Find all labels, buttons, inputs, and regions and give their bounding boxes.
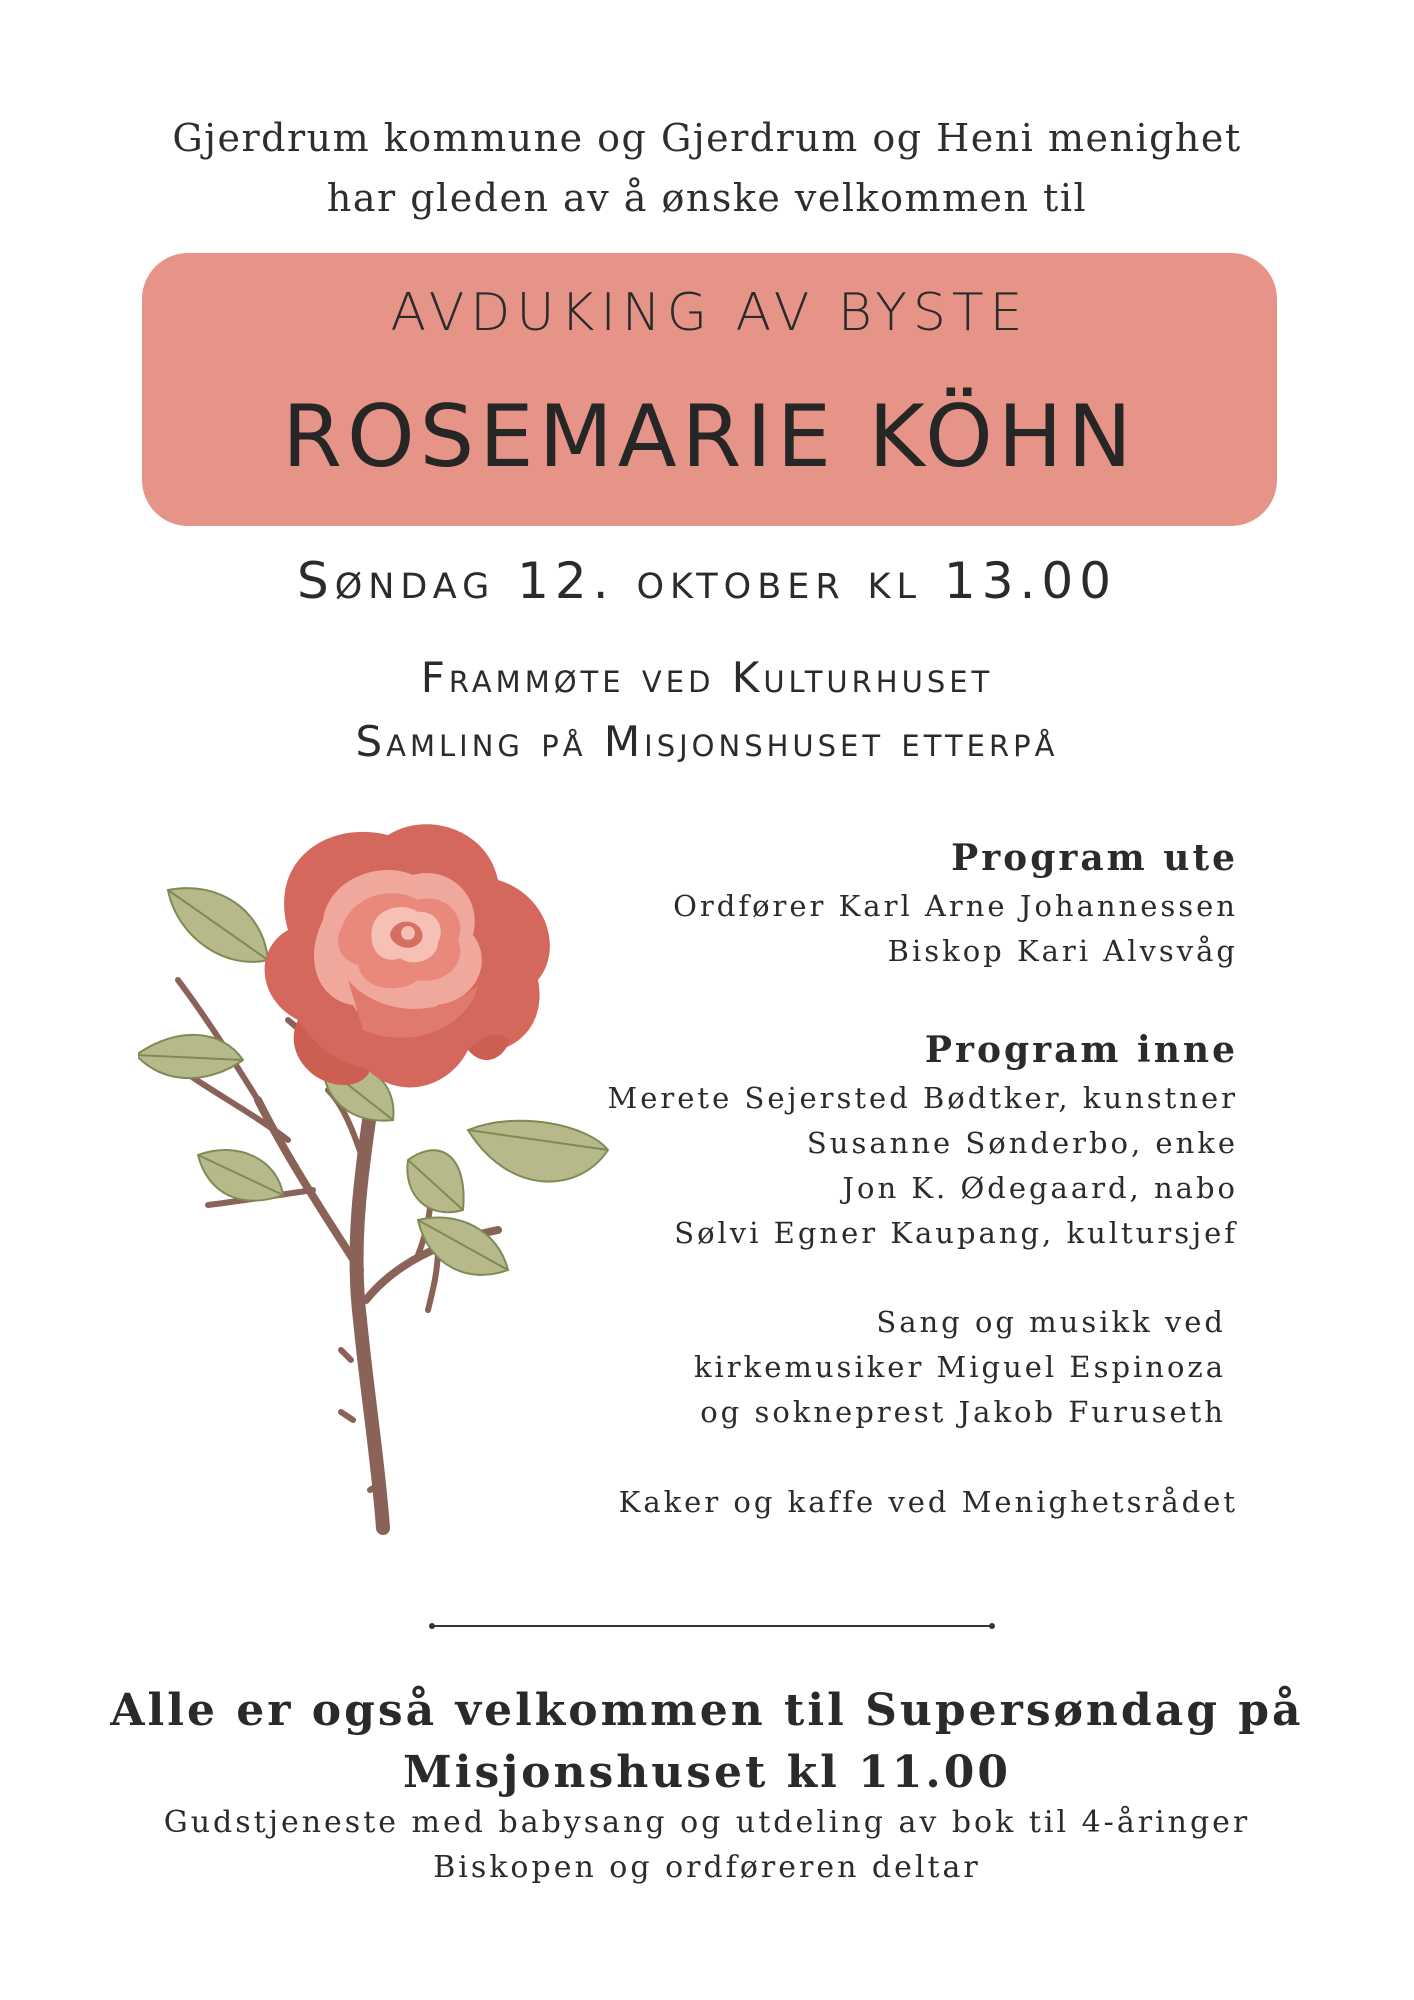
list-item: Susanne Sønderbo, enke (806, 1126, 1238, 1160)
supersondag-detail-1: Gudstjeneste med babysang og utdeling av bok til 4-åringer (163, 1805, 1251, 1840)
event-date: Søndag 12. oktober kl 13.00 (296, 552, 1118, 610)
supersondag-line-2: Misjonshuset kl 11.00 (403, 1747, 1011, 1798)
program-indoor (608, 1024, 1238, 1256)
program-indoor-heading: Program inne (924, 1029, 1238, 1071)
list-item: Merete Sejersted Bødtker, kunstner (607, 1081, 1238, 1115)
meeting-line-2: Samling på Misjonshuset etterpå (355, 717, 1059, 766)
event-subtitle: AVDUKING AV BYSTE (390, 283, 1029, 343)
rose-icon (138, 800, 628, 1540)
intro-line-2: har gleden av å ønske velkommen til (326, 176, 1088, 220)
music-line: og sokneprest Jakob Furuseth (700, 1395, 1226, 1429)
intro-text (0, 108, 1414, 228)
list-item: Sølvi Egner Kaupang, kultursjef (674, 1216, 1238, 1250)
supersondag-heading (0, 1680, 1414, 1804)
list-item: Biskop Kari Alvsvåg (887, 934, 1238, 968)
title-banner (142, 253, 1277, 526)
list-item: Jon K. Ødegaard, nabo (842, 1171, 1238, 1205)
music-line: kirkemusiker Miguel Espinoza (693, 1350, 1226, 1384)
supersondag-detail-2: Biskopen og ordføreren deltar (433, 1850, 981, 1885)
meeting-info (0, 646, 1414, 774)
music-line: Sang og musikk ved (876, 1305, 1226, 1339)
list-item: Ordfører Karl Arne Johannessen (673, 889, 1238, 923)
cake-line: Kaker og kaffe ved Menighetsrådet (618, 1485, 1238, 1519)
program-outdoor (673, 832, 1238, 974)
cake-info (619, 1480, 1238, 1525)
program-outdoor-heading: Program ute (951, 837, 1238, 879)
supersondag-line-1: Alle er også velkommen til Supersøndag på (110, 1685, 1304, 1736)
divider (432, 1625, 992, 1627)
supersondag-details (0, 1800, 1414, 1890)
intro-line-1: Gjerdrum kommune og Gjerdrum og Heni menighet (172, 116, 1242, 160)
event-title: ROSEMARIE KÖHN (282, 387, 1137, 487)
meeting-line-1: Frammøte ved Kulturhuset (420, 653, 994, 702)
music-info (694, 1300, 1226, 1435)
